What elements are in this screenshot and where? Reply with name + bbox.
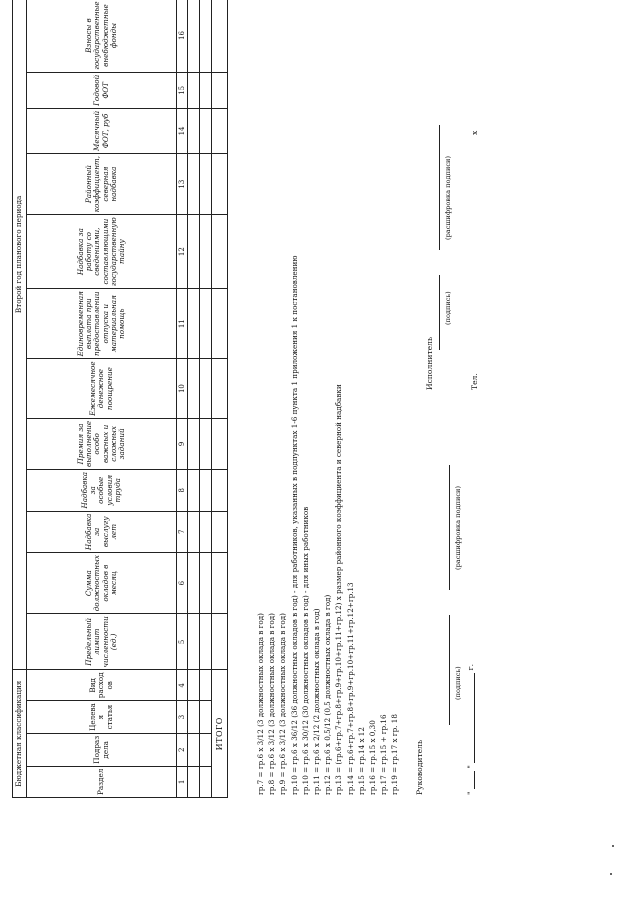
- head-signature-lines: [440, 465, 452, 795]
- formula-line: гр.14 = гр.6+гр.7+гр.8+гр.9+гр.10+гр.11+гр.12+гр.13: [345, 582, 355, 795]
- col-number: 3: [177, 701, 188, 734]
- col-number: 10: [177, 359, 188, 418]
- total-row: [212, 0, 228, 798]
- executor-label: Исполнитель: [425, 336, 434, 390]
- col-number: 5: [177, 614, 188, 670]
- col-header-podrazdel: Подраз дела: [27, 733, 177, 766]
- column-headers-row: [27, 0, 177, 798]
- executor-decoding-caption: (расшифровка подписи): [444, 155, 452, 240]
- col-header-monthly-salary: Сумма должностных окладов в месяц: [27, 553, 177, 614]
- col-header-annual-fot: Годовой ФОТ: [27, 72, 177, 108]
- col-header-monthly-incentive: Ежемесячное денежное поощрение: [27, 359, 177, 418]
- col-header-regional-coefficient: Районный коэффициент, северная надбавка: [27, 153, 177, 214]
- table-row: [188, 0, 200, 798]
- formula-line: гр.10 = гр.6 х 30/12 (30 должностных окладов в год) - для иных работников: [300, 506, 310, 795]
- col-number: 4: [177, 670, 188, 701]
- date-line: [465, 495, 477, 795]
- scan-speck: [610, 873, 612, 875]
- col-number: 1: [177, 766, 188, 797]
- col-header-razdel: Раздел: [27, 766, 177, 797]
- formula-line: гр.15 = гр.14 х 12: [356, 727, 366, 795]
- col-number: 12: [177, 215, 188, 289]
- col-number: 8: [177, 469, 188, 511]
- col-header-seniority-bonus: Надбавка за выслугу лет: [27, 511, 177, 553]
- executor-signature-caption: (подпись): [444, 291, 452, 325]
- executor-signature-lines: [430, 20, 442, 350]
- col-number: 6: [177, 553, 188, 614]
- col-number: 14: [177, 108, 188, 153]
- formula-line: гр.11 = гр.6 х 2/12 (2 должностных оклада в год): [312, 608, 322, 795]
- col-header-vacation-payment: Единовременная выплата при предоставлении отпуска и материальная помощь: [27, 289, 177, 359]
- formula-line: гр.7 = гр.6 х 3/12 (3 должностных оклада в год): [256, 613, 265, 795]
- year-suffix: г.: [466, 663, 475, 671]
- fot-table: [12, 0, 228, 798]
- formula-line: гр.16 = гр.15 х 0,30: [368, 720, 378, 795]
- col-header-special-conditions: Надбавка за особые условия труда: [27, 469, 177, 511]
- col-header-expense-type: Вид расход ов: [27, 670, 177, 701]
- formula-line: гр.17 = гр.15 + гр.16: [379, 714, 389, 795]
- formula-line: гр.19 = гр.17 х гр. 18: [390, 714, 400, 795]
- col-header-state-secret-bonus: Надбавка за работу со сведениями, составляющими государственную тайну: [27, 215, 177, 289]
- col-number: 16: [177, 0, 188, 72]
- budget-classification-header: Бюджетная классификация: [13, 670, 27, 798]
- col-number: 11: [177, 289, 188, 359]
- head-label: Руководитель: [415, 739, 424, 795]
- phone-label: Тел.: [470, 373, 479, 390]
- col-header-extrabudget-contributions: Взносы в государственные внебюджетные фонды: [27, 0, 177, 72]
- formula-line: гр.10 = гр.6 х 36/12 (36 должностных окладов в год) - для работников, указанных в подпунктах 1-6 пункта 1 приложения 1 к постановлению: [289, 255, 299, 795]
- table-row: [200, 0, 212, 798]
- col-header-target-article: Целева я статья: [27, 701, 177, 734]
- head-decoding-caption: (расшифровка подписи): [454, 485, 462, 570]
- head-signature-caption: (подпись): [454, 666, 462, 700]
- scan-speck: [612, 845, 614, 847]
- formula-line: гр.9 = гр.6 х 3/12 (3 должностных оклада в год): [278, 613, 288, 795]
- column-numbers-row: [177, 0, 188, 798]
- col-header-staff-limit: Предельный лимит численности (ед.): [27, 614, 177, 670]
- col-number: 7: [177, 511, 188, 553]
- total-label: ИТОГО: [212, 670, 228, 798]
- formulas-list: [255, 95, 401, 795]
- col-number: 13: [177, 153, 188, 214]
- col-number: 2: [177, 733, 188, 766]
- date-quote-close: ": [466, 765, 475, 769]
- col-number: 9: [177, 418, 188, 469]
- formula-line: гр.13 = (гр.6+гр.7+гр.8+гр.9+гр.10+гр.11+гр.12) х размер районного коэффициента и северной надбавки: [334, 384, 344, 795]
- period-header: Второй год планового периода: [13, 0, 27, 670]
- formula-line: гр.12 = гр.6 х 0,5/12 (0,5 должностных оклада в год): [323, 594, 333, 795]
- col-header-important-tasks-bonus: Премия за выполнение особо важных и сложных заданий: [27, 418, 177, 469]
- formula-line: гр.8 = гр.6 х 3/12 (3 должностных оклада в год): [267, 613, 277, 795]
- col-header-monthly-fot: Месячный ФОТ, руб: [27, 108, 177, 153]
- footer-mark: х: [470, 130, 479, 135]
- date-quote-open: ": [466, 791, 475, 795]
- col-number: 15: [177, 72, 188, 108]
